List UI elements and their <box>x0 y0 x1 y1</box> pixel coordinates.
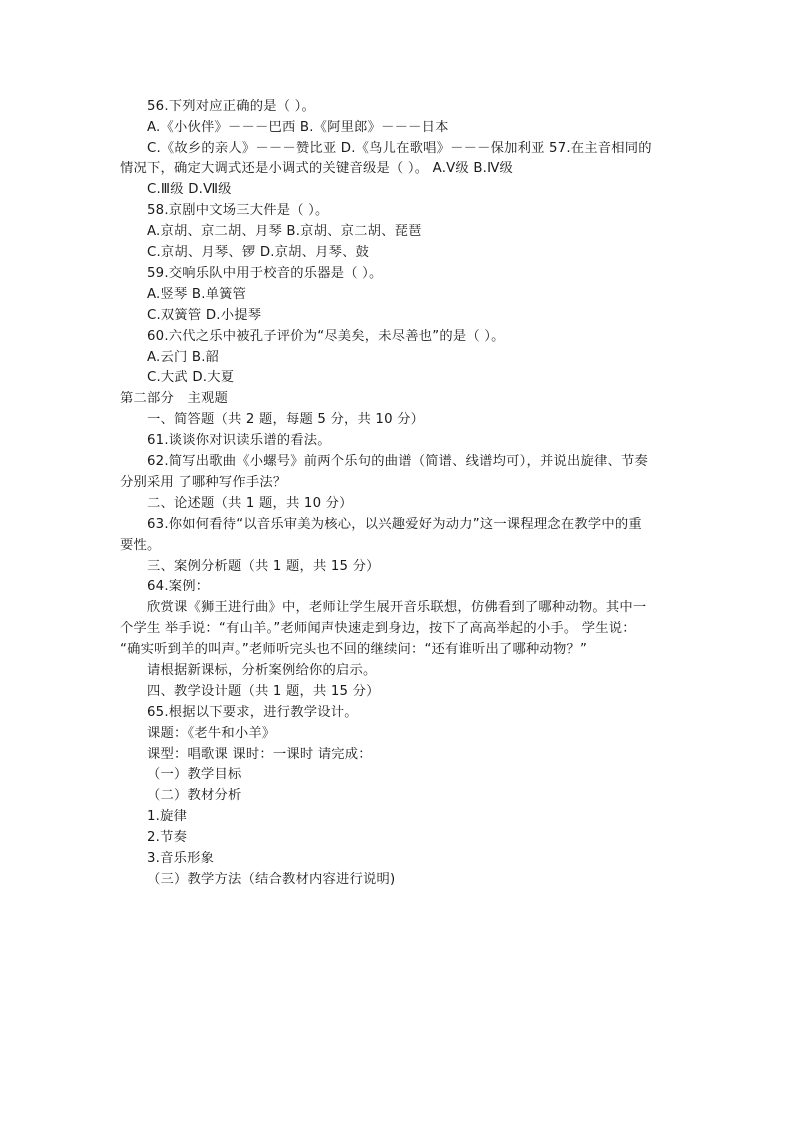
question-63-continued: 要性。 <box>120 538 161 553</box>
question-58-options-cd: C.京胡、月琴、锣 D.京胡、月琴、鼓 <box>147 245 370 260</box>
sub-item-rhythm: 2.节奏 <box>147 830 188 845</box>
question-62: 62.简写出歌曲《小螺号》前两个乐句的曲谱（简谱、线谱均可），并说出旋律、节奏 <box>147 454 648 469</box>
item-material-analysis: （二）教材分析 <box>147 788 242 803</box>
case-paragraph-line-3: “确实听到羊的叫声。”老师听完头也不回的继续问：“还有谁听出了哪种动物？” <box>120 642 588 657</box>
question-64: 64.案例： <box>147 579 210 594</box>
section-short-answer-heading: 一、简答题（共 2 题，每题 5 分，共 10 分） <box>147 412 425 427</box>
question-57-text: 情况下，确定大调式还是小调式的关键音级是（ ）。 A.Ⅴ级 B.Ⅳ级 <box>120 161 514 176</box>
section-essay-heading: 二、论述题（共 1 题，共 10 分） <box>147 496 353 511</box>
question-65: 65.根据以下要求，进行教学设计。 <box>147 705 358 720</box>
question-59: 59.交响乐队中用于校音的乐器是（ ）。 <box>147 266 383 281</box>
lesson-type: 课型：唱歌课 课时：一课时 请完成： <box>147 747 372 762</box>
question-56-options-ab: A.《小伙伴》－－－巴西 B.《阿里郎》－－－日本 <box>147 120 449 135</box>
question-58: 58.京剧中文场三大件是（ ）。 <box>147 203 329 218</box>
question-59-options-cd: C.双簧管 D.小提琴 <box>147 308 262 323</box>
lesson-topic: 课题：《老牛和小羊》 <box>147 726 276 741</box>
sub-item-melody: 1.旋律 <box>147 809 188 824</box>
question-62-continued: 分别采用 了哪种写作手法？ <box>120 475 287 490</box>
question-56-options-cd: C.《故乡的亲人》－－－赞比亚 D.《鸟儿在歌唱》－－－保加利亚 57.在主音相同的 <box>147 141 652 156</box>
question-60-options-ab: A.云门 B.韶 <box>147 350 220 365</box>
question-57-options-cd: C.Ⅲ级 D.Ⅶ级 <box>147 182 232 197</box>
item-teaching-goals: （一）教学目标 <box>147 767 242 782</box>
question-61: 61.谈谈你对识读乐谱的看法。 <box>147 433 331 448</box>
item-teaching-methods: （三）教学方法（结合教材内容进行说明) <box>147 872 396 887</box>
case-paragraph-line-2: 个学生 举手说：“有山羊。”老师闻声快速走到身边，按下了高高举起的小手。 学生说： <box>120 621 636 636</box>
section-teaching-design-heading: 四、教学设计题（共 1 题，共 15 分） <box>147 684 380 699</box>
question-59-options-ab: A.竖琴 B.单簧管 <box>147 287 247 302</box>
question-56: 56.下列对应正确的是（ ）。 <box>147 99 315 114</box>
sub-item-music-image: 3.音乐形象 <box>147 851 215 866</box>
question-58-options-ab: A.京胡、京二胡、月琴 B.京胡、京二胡、琵琶 <box>147 224 422 239</box>
question-60: 60.六代之乐中被孔子评价为“尽美矣，未尽善也”的是（ ）。 <box>147 329 505 344</box>
question-63: 63.你如何看待“以音乐审美为核心，以兴趣爱好为动力”这一课程理念在教学中的重 <box>147 517 642 532</box>
case-instruction: 请根据新课标，分析案例给你的启示。 <box>147 663 377 678</box>
part-two-heading: 第二部分 主观题 <box>120 391 228 406</box>
section-case-analysis-heading: 三、案例分析题（共 1 题，共 15 分） <box>147 559 380 574</box>
case-paragraph-line-1: 欣赏课《狮王进行曲》中，老师让学生展开音乐联想，仿佛看到了哪种动物。其中一 <box>147 600 647 615</box>
question-60-options-cd: C.大武 D.大夏 <box>147 370 235 385</box>
